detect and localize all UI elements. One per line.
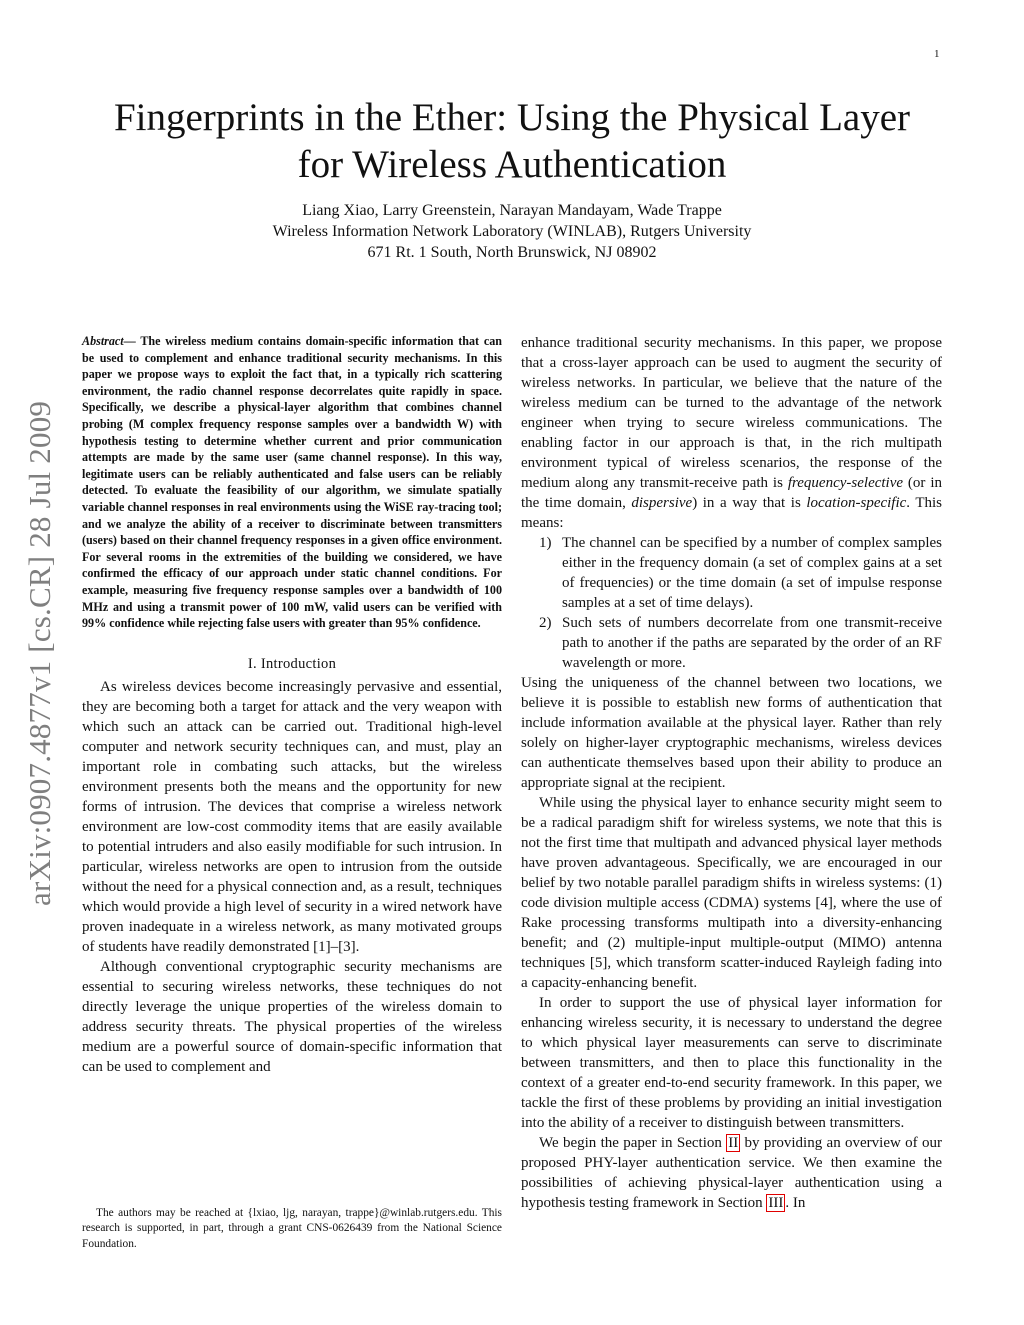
list-item — [521, 613, 942, 673]
list-marker: 2) — [539, 615, 552, 631]
right-paragraph-5 — [521, 1133, 942, 1213]
right-paragraph-2: Using the uniqueness of the channel between two locations, we believe it is possible to establish new forms of authentication that include information available at the physical layer. Rather than rely solely on higher-layer cryptographic mechanisms, wireless devices can authenticate themselves based upon their ability to produce an appropriate signal at the recipient. — [521, 675, 942, 791]
intro-paragraph-2: Although conventional cryptographic security mechanisms are essential to securing wireless networks, these techniques do not directly leverage the unique properties of the wireless domain to address security threats. The physical properties of the wireless medium are a powerful source of domain-specific information that can be used to complement and — [82, 958, 502, 1075]
arxiv-identifier[interactable]: arXiv:0907.4877v1 [cs.CR] 28 Jul 2009 — [22, 400, 57, 906]
abstract-text: — The wireless medium contains domain-specific information that can be used to complement and enhance traditional security mechanisms. In this paper we propose ways to exploit the fact that, in a typically rich scattering environment, the radio channel response decorrelates quite rapidly in space. Specifically, we describe a physical-layer algorithm that combines channel probing (M complex frequency response samples over a bandwidth W) with hypothesis testing to determine whether current and prior communication attempts are made by the same user (same channel response). In this way, legitimate users can be reliably authenticated and false users can be reliably detected. To evaluate the feasibility of our algorithm, we simulate spatially variable channel responses in real environments using the WiSE ray-tracing tool; and we analyze the ability of a receiver to discriminate between transmitters (users) based on their channel frequency responses in a given office environment. For several rooms in the extremities of the building we considered, we have confirmed the efficacy of our approach under static channel conditions. For example, measuring five frequency response samples over a bandwidth of 100 MHz and using a transmit power of 100 mW, valid users can be verified with 99% confidence while rejecting false users with greater than 95% confidence. — [82, 334, 502, 631]
right-paragraph-5-text-c: . In — [785, 1195, 806, 1211]
right-paragraph-1-text-b: (or in the time domain, — [521, 475, 942, 511]
author-affiliation: Wireless Information Network Laboratory (WINLAB), Rutgers University — [272, 223, 752, 240]
right-paragraph-1-text-c: ) in a way that is — [692, 495, 807, 511]
right-paragraph-4: In order to support the use of physical layer information for enhancing wireless security, it is necessary to understand the degree to which physical layer measurements can serve to discriminate between transmitters, and then to place this functionality in the context of a greater end-to-end security framework. In this paper, we tackle the first of these problems by providing an initial investigation into the ability of a receiver to distinguish between transmitters. — [521, 995, 942, 1131]
enumerated-list — [521, 533, 942, 673]
author-names: Liang Xiao, Larry Greenstein, Narayan Mandayam, Wade Trappe — [302, 202, 722, 219]
paper-title — [60, 94, 964, 188]
title-line-2: for Wireless Authentication — [297, 143, 727, 186]
section-link-ii[interactable]: II — [728, 1135, 739, 1151]
list-item-text: Such sets of numbers decorrelate from one transmit-receive path to another if the paths are separated by the order of an RF wavelength or more. — [562, 615, 942, 671]
abstract — [82, 333, 502, 632]
right-paragraph-3: While using the physical layer to enhance security might seem to be a radical paradigm shift for wireless systems, we note that this is not the first time that multipath and advanced physical layer methods have proven advantageous. Specifically, we are encouraged in our belief by two notable parallel paradigm shifts in wireless systems: (1) code division multiple access (CDMA) systems [4], where the use of Rake processing transforms multipath into a diversity-enhancing benefit; and (2) multiple-input multiple-output (MIMO) antenna techniques [5], which transform scatter-induced Rayleigh fading into a capacity-enhancing benefit. — [521, 795, 942, 991]
page-number: 1 — [934, 48, 940, 60]
right-paragraph-1-text-d: . This means: — [521, 495, 942, 531]
right-paragraph-1 — [521, 333, 942, 533]
emphasis-dispersive: dispersive — [631, 495, 693, 511]
abstract-label: Abstract — [82, 334, 124, 348]
emphasis-location-specific: location-specific — [806, 495, 907, 511]
right-paragraph-1-text-a: enhance traditional security mechanisms. In this paper, we propose that a cross-layer approach can be used to augment the security of wireless networks. In particular, we believe that the nature of the wireless medium can be turned to the advantage of the network engineer when trying to secure wireless communications. The enabling factor in our approach is that, in the rich multipath environment typical of wireless scenarios, the response of the medium along any transmit-receive path is — [521, 335, 942, 491]
right-paragraph-5-text-b: by providing an overview of our proposed PHY-layer authentication service. We then examine the possibilities of achieving physical-layer authentication using a hypothesis testing framework in Section — [521, 1135, 942, 1211]
emphasis-frequency-selective: frequency-selective — [787, 475, 904, 491]
author-block — [112, 200, 912, 263]
list-marker: 1) — [539, 535, 552, 551]
list-item — [521, 533, 942, 613]
author-address: 671 Rt. 1 South, North Brunswick, NJ 08902 — [367, 244, 657, 261]
right-column — [521, 333, 942, 1213]
section-link-iii[interactable]: III — [768, 1195, 784, 1211]
left-column — [82, 333, 502, 1077]
section-heading-introduction: I. Introduction — [247, 655, 337, 672]
right-paragraph-5-text-a: We begin the paper in Section — [539, 1135, 727, 1151]
intro-paragraph-1: As wireless devices become increasingly pervasive and essential, they are becoming both a target for attack and the very weapon with which such an attack can be carried out. Traditional high-level computer and network security techniques can, and must, play an important role in combating such attacks, but the wireless environment presents both the means and the opportunity for new forms of intrusion. The devices that comprise a wireless network environment are low-cost commodity items that are easily available to potential intruders and also easily modifiable for such intrusion. In particular, wireless networks are open to intrusion from the outside without the need for a physical connection and, as a result, techniques which would provide a high level of security in a wired network have proven inadequate in a wireless network, as many motivated groups of students have readily demonstrated [1]–[3]. — [82, 678, 502, 955]
list-item-text: The channel can be specified by a number of complex samples either in the frequency domain (a set of complex gains at a set of frequencies) or the time domain (a set of impulse response samples at a set of time delays). — [562, 535, 942, 611]
footnote: The authors may be reached at {lxiao, ljg, narayan, trappe}@winlab.rutgers.edu. This research is supported, in part, through a grant CNS-0626439 from the National Science Foundation. — [82, 1207, 502, 1250]
title-line-1: Fingerprints in the Ether: Using the Physical Layer — [113, 96, 911, 139]
